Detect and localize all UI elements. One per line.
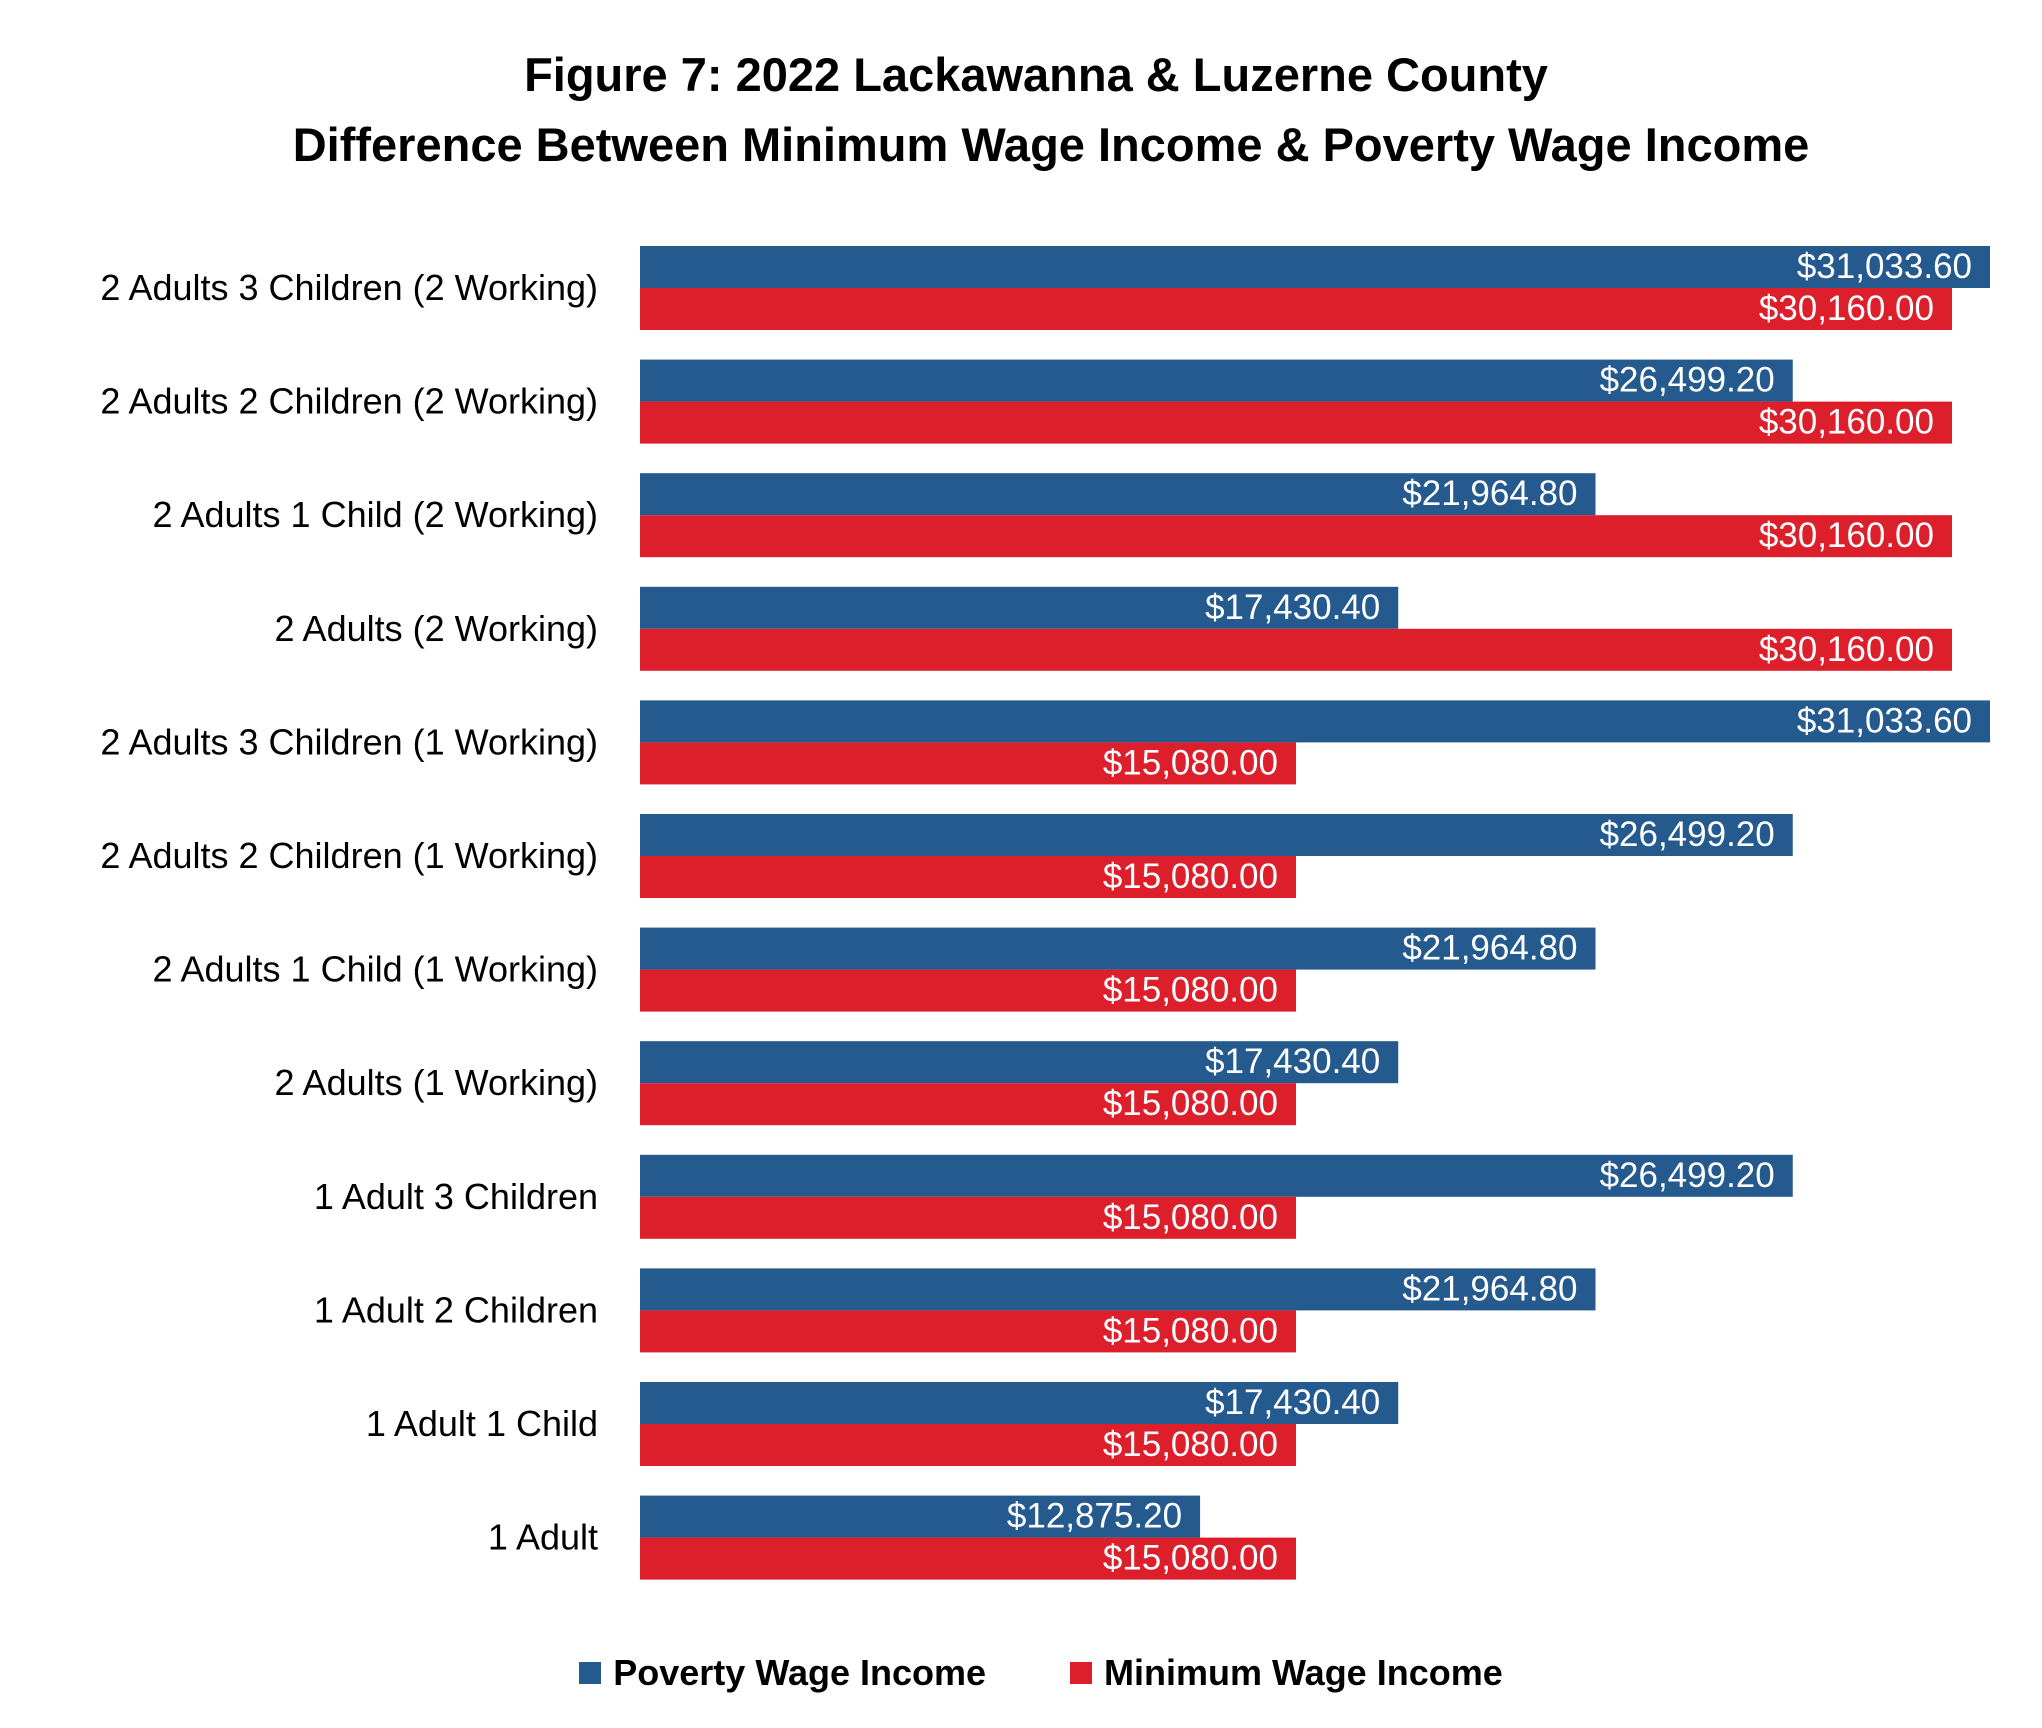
poverty-wage-label: $31,033.60	[1796, 247, 1972, 286]
chart-title-line: Figure 7: 2022 Lackawanna & Luzerne County	[524, 48, 1548, 101]
poverty-wage-label: $26,499.20	[1599, 815, 1775, 854]
minimum-wage-label: $15,080.00	[1102, 1197, 1278, 1237]
minimum-wage-label: $15,080.00	[1102, 1311, 1278, 1351]
poverty-wage-label: $17,430.40	[1205, 587, 1381, 627]
minimum-wage-label: $15,080.00	[1102, 1425, 1278, 1464]
legend-label-minimum: Minimum Wage Income	[1104, 1652, 1503, 1693]
poverty-wage-label: $26,499.20	[1599, 1155, 1775, 1195]
legend	[0, 1652, 2042, 1694]
category-label: 1 Adult	[487, 1516, 598, 1558]
minimum-wage-label: $15,080.00	[1102, 743, 1278, 783]
minimum-wage-label: $30,160.00	[1758, 289, 1934, 328]
legend-swatch-minimum	[1070, 1662, 1092, 1684]
category-label: 2 Adults (1 Working)	[274, 1062, 598, 1104]
minimum-wage-bar	[640, 629, 1952, 671]
minimum-wage-label: $15,080.00	[1102, 857, 1278, 896]
minimum-wage-bar	[640, 288, 1952, 330]
chart-subtitle: Difference Between Minimum Wage Income & Poverty Wage Income	[292, 118, 1810, 171]
poverty-wage-label: $12,875.20	[1006, 1496, 1183, 1536]
legend-item-minimum	[1070, 1652, 1503, 1694]
category-label: 2 Adults 1 Child (2 Working)	[152, 494, 598, 536]
minimum-wage-label: $30,160.00	[1758, 402, 1934, 442]
poverty-wage-bar	[640, 246, 1990, 288]
poverty-wage-label: $17,430.40	[1205, 1042, 1381, 1082]
minimum-wage-bar	[640, 515, 1952, 557]
poverty-wage-label: $21,964.80	[1402, 474, 1578, 514]
poverty-wage-label: $21,964.80	[1402, 1269, 1578, 1309]
category-label: 2 Adults 3 Children (2 Working)	[100, 267, 598, 308]
poverty-wage-label: $26,499.20	[1599, 360, 1775, 400]
poverty-wage-label: $17,430.40	[1205, 1383, 1381, 1422]
legend-item-poverty	[579, 1652, 986, 1694]
category-label: 2 Adults 2 Children (1 Working)	[100, 835, 598, 876]
category-label: 2 Adults 3 Children (1 Working)	[100, 721, 598, 763]
category-label: 2 Adults 1 Child (1 Working)	[152, 948, 598, 990]
category-label: 2 Adults (2 Working)	[274, 607, 598, 649]
minimum-wage-label: $15,080.00	[1102, 970, 1278, 1010]
legend-swatch-poverty	[579, 1662, 601, 1684]
category-label: 2 Adults 2 Children (2 Working)	[100, 380, 598, 422]
minimum-wage-label: $30,160.00	[1758, 629, 1934, 669]
legend-label-poverty: Poverty Wage Income	[613, 1652, 987, 1693]
minimum-wage-bar	[640, 402, 1952, 444]
poverty-wage-bar	[640, 700, 1990, 742]
category-label: 1 Adult 2 Children	[313, 1289, 598, 1331]
minimum-wage-label: $30,160.00	[1758, 516, 1934, 556]
minimum-wage-label: $15,080.00	[1102, 1538, 1278, 1578]
category-label: 1 Adult 1 Child	[365, 1403, 598, 1444]
poverty-wage-label: $31,033.60	[1796, 701, 1972, 741]
minimum-wage-label: $15,080.00	[1102, 1084, 1278, 1124]
poverty-wage-label: $21,964.80	[1402, 928, 1578, 968]
category-label: 1 Adult 3 Children	[313, 1175, 598, 1217]
